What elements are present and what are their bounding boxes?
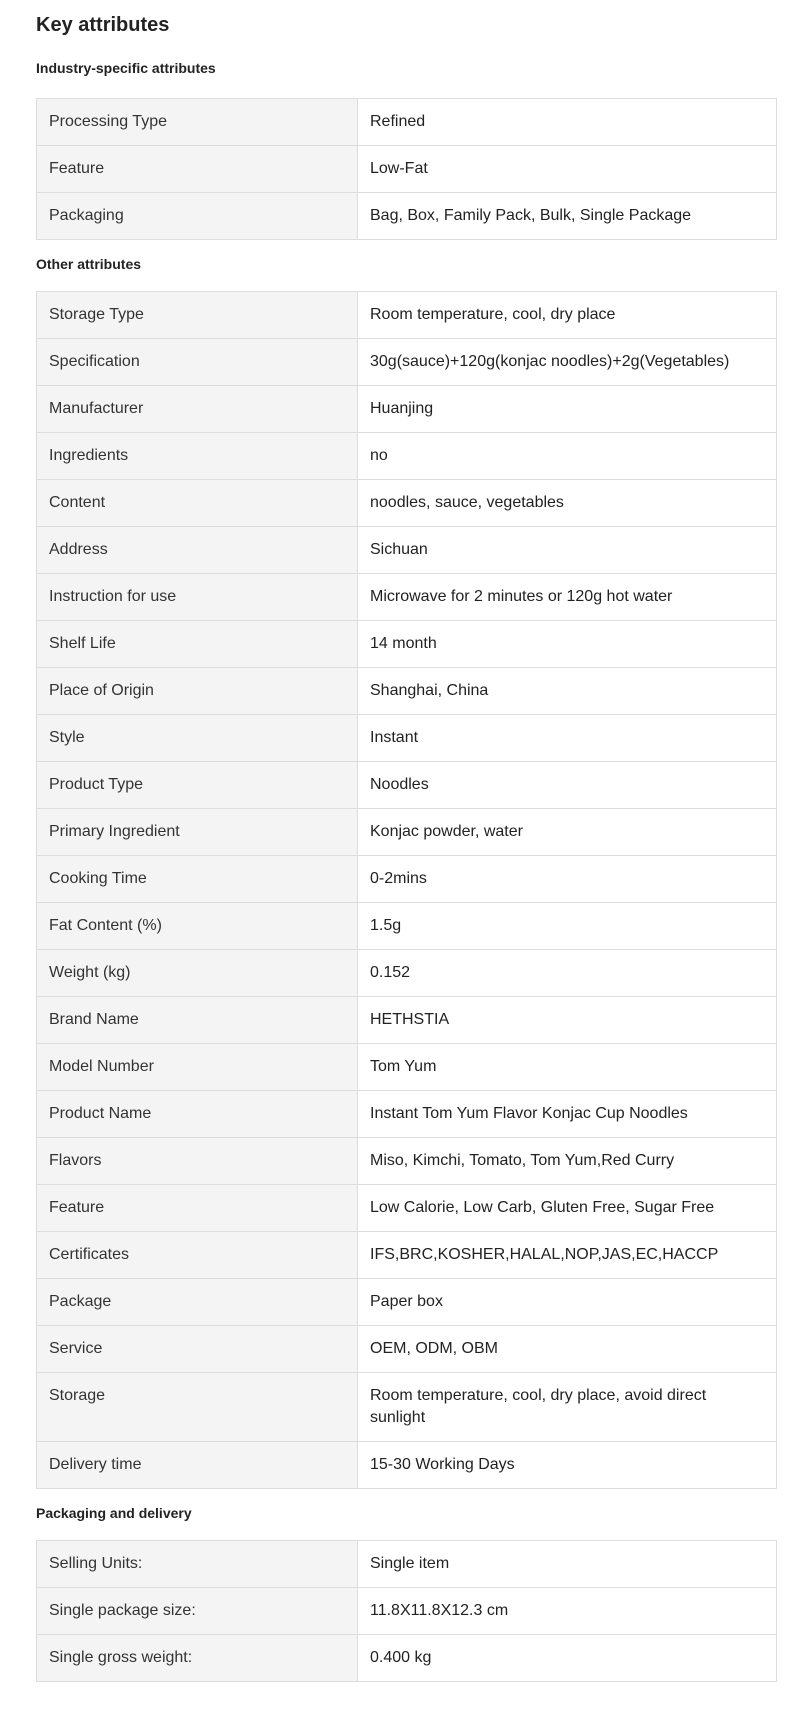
attribute-value: Shanghai, China [358, 668, 777, 715]
attribute-name: Primary Ingredient [37, 809, 358, 856]
attribute-value: 0.400 kg [358, 1635, 777, 1682]
attribute-value: Microwave for 2 minutes or 120g hot water [358, 574, 777, 621]
attribute-value: Miso, Kimchi, Tomato, Tom Yum,Red Curry [358, 1138, 777, 1185]
attribute-value: noodles, sauce, vegetables [358, 480, 777, 527]
attribute-name: Specification [37, 339, 358, 386]
packaging-delivery-table [36, 1540, 777, 1682]
attribute-value: Room temperature, cool, dry place [358, 292, 777, 339]
table-row [37, 1185, 777, 1232]
attribute-value: Sichuan [358, 527, 777, 574]
section-title-other: Other attributes [36, 256, 142, 272]
attribute-value: 15-30 Working Days [358, 1442, 777, 1489]
table-row [37, 1588, 777, 1635]
attribute-name: Single package size: [37, 1588, 358, 1635]
attribute-value: Low-Fat [358, 146, 777, 193]
section-title-packaging-delivery: Packaging and delivery [36, 1505, 192, 1521]
table-row [37, 1232, 777, 1279]
table-row [37, 1541, 777, 1588]
table-row [37, 339, 777, 386]
attribute-value: Single item [358, 1541, 777, 1588]
page-title: Key attributes [36, 14, 170, 36]
table-row [37, 1373, 777, 1442]
table-row [37, 1635, 777, 1682]
attribute-name: Service [37, 1326, 358, 1373]
attribute-name: Package [37, 1279, 358, 1326]
table-row [37, 668, 777, 715]
attribute-value: 1.5g [358, 903, 777, 950]
table-row [37, 1442, 777, 1489]
attribute-name: Place of Origin [37, 668, 358, 715]
attribute-name: Selling Units: [37, 1541, 358, 1588]
attribute-value: Room temperature, cool, dry place, avoid direct sunlight [358, 1373, 777, 1442]
attribute-value: Instant [358, 715, 777, 762]
table-row [37, 1091, 777, 1138]
attribute-value: HETHSTIA [358, 997, 777, 1044]
attribute-name: Shelf Life [37, 621, 358, 668]
other-attributes-table [36, 291, 777, 1489]
attribute-value: Konjac powder, water [358, 809, 777, 856]
industry-attributes-table [36, 98, 777, 240]
table-row [37, 292, 777, 339]
attribute-name: Address [37, 527, 358, 574]
attribute-name: Delivery time [37, 1442, 358, 1489]
table-row [37, 903, 777, 950]
attribute-name: Brand Name [37, 997, 358, 1044]
attribute-value: OEM, ODM, OBM [358, 1326, 777, 1373]
table-row [37, 480, 777, 527]
attribute-name: Cooking Time [37, 856, 358, 903]
attribute-value: 30g(sauce)+120g(konjac noodles)+2g(Vegetables) [358, 339, 777, 386]
table-row [37, 997, 777, 1044]
section-title-industry-specific: Industry-specific attributes [36, 60, 216, 76]
attribute-name: Ingredients [37, 433, 358, 480]
attribute-value: Noodles [358, 762, 777, 809]
attribute-name: Style [37, 715, 358, 762]
attribute-name: Storage [37, 1373, 358, 1442]
attribute-value: Bag, Box, Family Pack, Bulk, Single Package [358, 193, 777, 240]
attribute-name: Processing Type [37, 99, 358, 146]
table-row [37, 386, 777, 433]
attribute-name: Storage Type [37, 292, 358, 339]
attribute-name: Fat Content (%) [37, 903, 358, 950]
attribute-name: Instruction for use [37, 574, 358, 621]
table-row [37, 1138, 777, 1185]
table-row [37, 856, 777, 903]
table-row [37, 1326, 777, 1373]
attribute-value: Low Calorie, Low Carb, Gluten Free, Sugar Free [358, 1185, 777, 1232]
attribute-value: no [358, 433, 777, 480]
table-row [37, 950, 777, 997]
attribute-name: Packaging [37, 193, 358, 240]
attribute-value: Huanjing [358, 386, 777, 433]
table-row [37, 621, 777, 668]
attribute-value: Refined [358, 99, 777, 146]
attribute-value: 0.152 [358, 950, 777, 997]
attribute-value: Paper box [358, 1279, 777, 1326]
table-row [37, 809, 777, 856]
attribute-value: 14 month [358, 621, 777, 668]
attribute-name: Single gross weight: [37, 1635, 358, 1682]
table-row [37, 762, 777, 809]
attribute-name: Feature [37, 1185, 358, 1232]
attribute-name: Model Number [37, 1044, 358, 1091]
attribute-value: Instant Tom Yum Flavor Konjac Cup Noodles [358, 1091, 777, 1138]
table-row [37, 433, 777, 480]
attribute-name: Flavors [37, 1138, 358, 1185]
attribute-name: Feature [37, 146, 358, 193]
table-row [37, 527, 777, 574]
table-row [37, 193, 777, 240]
table-row [37, 574, 777, 621]
attribute-name: Content [37, 480, 358, 527]
table-row [37, 99, 777, 146]
attribute-name: Product Type [37, 762, 358, 809]
attribute-value: 11.8X11.8X12.3 cm [358, 1588, 777, 1635]
attribute-value: Tom Yum [358, 1044, 777, 1091]
attribute-value: IFS,BRC,KOSHER,HALAL,NOP,JAS,EC,HACCP [358, 1232, 777, 1279]
attribute-name: Manufacturer [37, 386, 358, 433]
table-row [37, 146, 777, 193]
table-row [37, 1279, 777, 1326]
attribute-value: 0-2mins [358, 856, 777, 903]
table-row [37, 1044, 777, 1091]
table-row [37, 715, 777, 762]
attribute-name: Certificates [37, 1232, 358, 1279]
attribute-name: Weight (kg) [37, 950, 358, 997]
attribute-name: Product Name [37, 1091, 358, 1138]
